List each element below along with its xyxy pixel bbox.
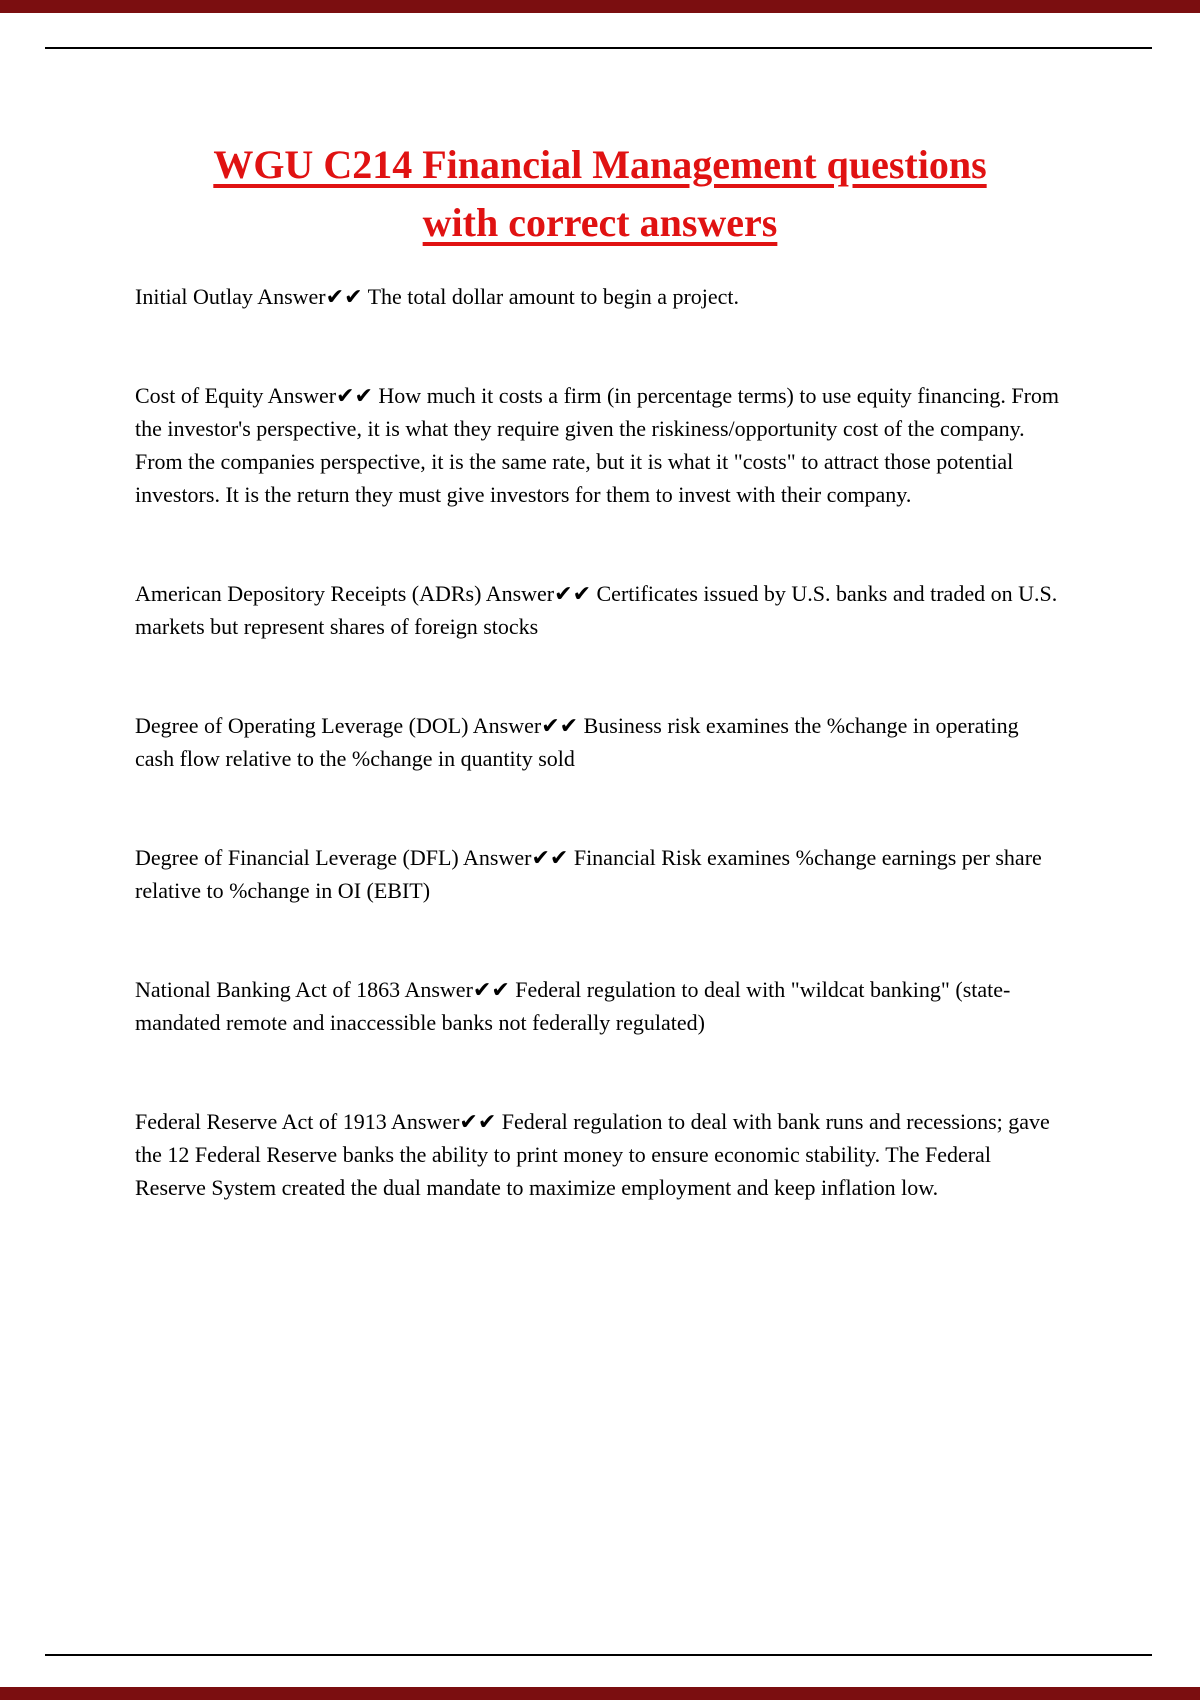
qa-entry <box>135 1105 1062 1204</box>
answer-marker: Answer✔✔ <box>267 383 373 408</box>
term-text: Degree of Financial Leverage (DFL) <box>135 845 464 870</box>
qa-entry <box>135 379 1065 511</box>
term-text: Federal Reserve Act of 1913 <box>135 1109 391 1134</box>
answer-marker: Answer✔✔ <box>485 581 591 606</box>
term-text: Initial Outlay <box>135 284 258 309</box>
answer-marker: Answer✔✔ <box>404 977 510 1002</box>
qa-entry <box>135 973 1062 1039</box>
term-text: Degree of Operating Leverage (DOL) <box>135 713 473 738</box>
bottom-horizontal-rule <box>45 1654 1152 1656</box>
top-edge-bar <box>0 0 1200 13</box>
definition-text: Certificates issued by U.S. banks and traded on U.S. markets but represent shares of foreign stocks <box>135 581 1063 639</box>
definition-text: Federal regulation to deal with bank runs and recessions; gave the 12 Federal Reserve banks the ability to print money to ensure economic stability. The Federal Reserve System created the dual mandate to maximize employment and keep inflation low. <box>135 1109 1056 1200</box>
page-title-line1: WGU C214 Financial Management questions <box>213 142 987 187</box>
page-title-line2: with correct answers <box>422 200 778 245</box>
definition-text: Federal regulation to deal with "wildcat banking" (state-mandated remote and inaccessible banks not federally regulated) <box>135 977 1011 1035</box>
definition-text: Financial Risk examines %change earnings per share relative to %change in OI (EBIT) <box>135 845 1048 903</box>
term-text: National Banking Act of 1863 <box>135 977 405 1002</box>
qa-entry <box>135 280 1062 313</box>
term-text: Cost of Equity <box>135 383 268 408</box>
bottom-edge-bar <box>0 1687 1200 1700</box>
answer-marker: Answer✔✔ <box>391 1109 497 1134</box>
page-title <box>95 136 1105 252</box>
term-text: American Depository Receipts (ADRs) <box>135 581 486 606</box>
qa-entry <box>135 577 1062 643</box>
qa-list <box>135 280 1065 1204</box>
definition-text: Business risk examines the %change in operating cash flow relative to the %change in quantity sold <box>135 713 1025 771</box>
answer-marker: Answer✔✔ <box>463 845 569 870</box>
top-horizontal-rule <box>45 47 1152 49</box>
answer-marker: Answer✔✔ <box>472 713 579 738</box>
definition-text: How much it costs a firm (in percentage terms) to use equity financing. From the investor's perspective, it is what they require given the riskiness/opportunity cost of the company. From the companies perspective, it is the same rate, but it is what it "costs" to attract those potential investors. It is the return they must give investors for them to invest with their company. <box>135 383 1065 507</box>
definition-text: The total dollar amount to begin a project. <box>362 284 740 309</box>
qa-entry <box>135 841 1062 907</box>
answer-marker: Answer✔✔ <box>257 284 363 309</box>
qa-entry <box>135 709 1062 775</box>
